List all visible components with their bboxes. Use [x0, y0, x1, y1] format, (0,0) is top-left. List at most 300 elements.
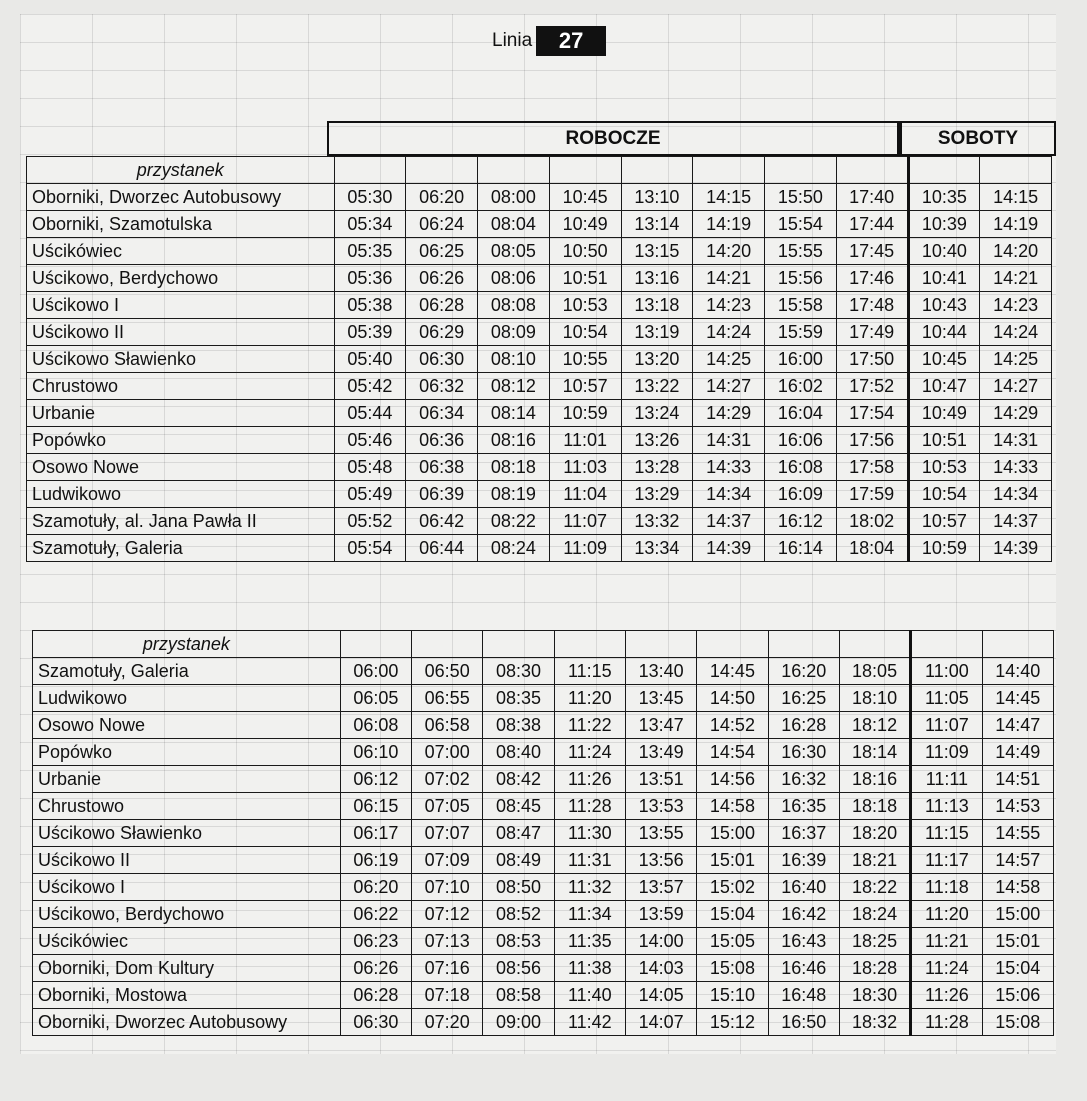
weekday-departure-time: 13:53	[625, 793, 696, 820]
saturday-departure-time: 11:26	[911, 982, 982, 1009]
table-row	[33, 685, 1054, 712]
weekday-departure-time: 16:14	[765, 535, 837, 562]
weekday-departure-time: 06:30	[340, 1009, 411, 1036]
weekday-departure-time: 11:03	[549, 454, 621, 481]
weekday-departure-time: 08:14	[478, 400, 550, 427]
empty-header-cell	[478, 157, 550, 184]
weekday-departure-time: 10:49	[549, 211, 621, 238]
weekday-departure-time: 05:36	[334, 265, 406, 292]
saturday-departure-time: 10:51	[908, 427, 980, 454]
empty-header-cell	[982, 631, 1053, 658]
weekday-departure-time: 13:40	[625, 658, 696, 685]
weekday-departure-time: 18:14	[839, 739, 910, 766]
weekday-departure-time: 14:31	[693, 427, 765, 454]
table-row	[33, 901, 1054, 928]
weekday-departure-time: 13:20	[621, 346, 693, 373]
weekday-departure-time: 13:45	[625, 685, 696, 712]
weekday-departure-time: 06:10	[340, 739, 411, 766]
weekday-departure-time: 18:24	[839, 901, 910, 928]
stop-name: Uścikowo Sławienko	[27, 346, 335, 373]
weekday-departure-time: 05:46	[334, 427, 406, 454]
stop-name: Uścikowo I	[33, 874, 341, 901]
table-row	[33, 847, 1054, 874]
weekday-departure-time: 06:55	[412, 685, 483, 712]
weekday-departure-time: 16:48	[768, 982, 839, 1009]
timetable-outbound	[26, 156, 1052, 562]
weekday-departure-time: 16:30	[768, 739, 839, 766]
weekday-departure-time: 11:09	[549, 535, 621, 562]
weekday-departure-time: 08:09	[478, 319, 550, 346]
saturday-departure-time: 14:21	[980, 265, 1052, 292]
weekday-departure-time: 07:20	[412, 1009, 483, 1036]
empty-header-cell	[340, 631, 411, 658]
saturday-departure-time: 10:59	[908, 535, 980, 562]
weekday-departure-time: 06:24	[406, 211, 478, 238]
weekday-departure-time: 05:48	[334, 454, 406, 481]
stop-name: Uścikówiec	[33, 928, 341, 955]
saturday-departure-time: 10:57	[908, 508, 980, 535]
saturday-departure-time: 14:49	[982, 739, 1053, 766]
weekday-departure-time: 14:39	[693, 535, 765, 562]
weekday-departure-time: 07:00	[412, 739, 483, 766]
weekday-departure-time: 06:30	[406, 346, 478, 373]
weekday-departure-time: 08:04	[478, 211, 550, 238]
weekday-departure-time: 15:04	[697, 901, 768, 928]
weekday-departure-time: 14:56	[697, 766, 768, 793]
table-row	[33, 982, 1054, 1009]
stop-name: Oborniki, Dworzec Autobusowy	[27, 184, 335, 211]
weekday-departure-time: 08:08	[478, 292, 550, 319]
saturday-departure-time: 15:06	[982, 982, 1053, 1009]
weekday-departure-time: 14:20	[693, 238, 765, 265]
saturday-departure-time: 14:55	[982, 820, 1053, 847]
weekday-departure-time: 06:28	[406, 292, 478, 319]
weekday-departure-time: 08:52	[483, 901, 554, 928]
weekday-departure-time: 15:54	[765, 211, 837, 238]
empty-header-cell	[693, 157, 765, 184]
weekday-departure-time: 14:54	[697, 739, 768, 766]
table-row	[27, 292, 1052, 319]
saturday-departure-time: 14:27	[980, 373, 1052, 400]
empty-header-cell	[334, 157, 406, 184]
saturday-departure-time: 11:11	[911, 766, 982, 793]
weekday-departure-time: 15:55	[765, 238, 837, 265]
weekday-departure-time: 16:04	[765, 400, 837, 427]
weekday-departure-time: 08:49	[483, 847, 554, 874]
empty-header-cell	[911, 631, 982, 658]
weekday-departure-time: 08:45	[483, 793, 554, 820]
saturday-departure-time: 10:41	[908, 265, 980, 292]
weekday-departure-time: 14:03	[625, 955, 696, 982]
weekday-departure-time: 05:35	[334, 238, 406, 265]
weekday-departure-time: 08:56	[483, 955, 554, 982]
table-row	[33, 1009, 1054, 1036]
saturday-departure-time: 15:04	[982, 955, 1053, 982]
weekday-departure-time: 11:32	[554, 874, 625, 901]
weekday-group-header: ROBOCZE	[327, 121, 899, 156]
saturday-departure-time: 10:53	[908, 454, 980, 481]
weekday-departure-time: 06:08	[340, 712, 411, 739]
stop-name: Uścikówiec	[27, 238, 335, 265]
saturday-departure-time: 11:09	[911, 739, 982, 766]
weekday-departure-time: 11:42	[554, 1009, 625, 1036]
saturday-departure-time: 15:08	[982, 1009, 1053, 1036]
weekday-departure-time: 05:52	[334, 508, 406, 535]
saturday-departure-time: 11:07	[911, 712, 982, 739]
table-row	[33, 712, 1054, 739]
weekday-departure-time: 15:10	[697, 982, 768, 1009]
line-number-badge: 27	[536, 26, 606, 56]
weekday-departure-time: 05:30	[334, 184, 406, 211]
empty-header-cell	[908, 157, 980, 184]
weekday-departure-time: 10:53	[549, 292, 621, 319]
empty-header-cell	[554, 631, 625, 658]
weekday-departure-time: 06:28	[340, 982, 411, 1009]
stop-column-header: przystanek	[33, 631, 341, 658]
saturday-departure-time: 11:05	[911, 685, 982, 712]
saturday-departure-time: 14:31	[980, 427, 1052, 454]
weekday-departure-time: 06:36	[406, 427, 478, 454]
table-row	[33, 874, 1054, 901]
table-row	[27, 454, 1052, 481]
saturday-departure-time: 10:44	[908, 319, 980, 346]
weekday-departure-time: 13:56	[625, 847, 696, 874]
table-row	[33, 793, 1054, 820]
weekday-departure-time: 06:26	[406, 265, 478, 292]
weekday-departure-time: 15:59	[765, 319, 837, 346]
saturday-departure-time: 14:25	[980, 346, 1052, 373]
weekday-departure-time: 06:19	[340, 847, 411, 874]
table-row	[27, 400, 1052, 427]
weekday-departure-time: 06:44	[406, 535, 478, 562]
weekday-departure-time: 16:43	[768, 928, 839, 955]
stop-name: Chrustowo	[27, 373, 335, 400]
table-row	[33, 928, 1054, 955]
weekday-departure-time: 07:05	[412, 793, 483, 820]
weekday-departure-time: 10:57	[549, 373, 621, 400]
weekday-departure-time: 06:58	[412, 712, 483, 739]
weekday-departure-time: 14:33	[693, 454, 765, 481]
stop-name: Uścikowo II	[27, 319, 335, 346]
weekday-departure-time: 08:22	[478, 508, 550, 535]
saturday-departure-time: 11:17	[911, 847, 982, 874]
weekday-departure-time: 13:18	[621, 292, 693, 319]
saturday-group-header: SOBOTY	[899, 121, 1056, 156]
weekday-departure-time: 14:58	[697, 793, 768, 820]
line-label: Linia	[492, 30, 533, 51]
timetable-return	[32, 630, 1054, 1036]
weekday-departure-time: 06:05	[340, 685, 411, 712]
weekday-departure-time: 08:12	[478, 373, 550, 400]
table-row	[27, 346, 1052, 373]
stop-name: Ludwikowo	[33, 685, 341, 712]
saturday-departure-time: 10:35	[908, 184, 980, 211]
weekday-departure-time: 08:35	[483, 685, 554, 712]
weekday-departure-time: 06:20	[406, 184, 478, 211]
weekday-departure-time: 06:17	[340, 820, 411, 847]
weekday-departure-time: 17:46	[836, 265, 908, 292]
weekday-departure-time: 17:49	[836, 319, 908, 346]
saturday-departure-time: 11:28	[911, 1009, 982, 1036]
weekday-departure-time: 07:10	[412, 874, 483, 901]
empty-header-cell	[768, 631, 839, 658]
weekday-departure-time: 16:08	[765, 454, 837, 481]
weekday-departure-time: 08:00	[478, 184, 550, 211]
weekday-departure-time: 15:05	[697, 928, 768, 955]
weekday-departure-time: 15:50	[765, 184, 837, 211]
weekday-departure-time: 13:26	[621, 427, 693, 454]
stop-name: Oborniki, Szamotulska	[27, 211, 335, 238]
weekday-departure-time: 18:12	[839, 712, 910, 739]
weekday-departure-time: 14:07	[625, 1009, 696, 1036]
saturday-departure-time: 15:00	[982, 901, 1053, 928]
saturday-departure-time: 14:47	[982, 712, 1053, 739]
weekday-departure-time: 17:48	[836, 292, 908, 319]
weekday-departure-time: 06:00	[340, 658, 411, 685]
weekday-departure-time: 08:10	[478, 346, 550, 373]
table-row	[33, 955, 1054, 982]
saturday-departure-time: 14:39	[980, 535, 1052, 562]
weekday-departure-time: 11:35	[554, 928, 625, 955]
table-row	[27, 373, 1052, 400]
weekday-departure-time: 18:30	[839, 982, 910, 1009]
weekday-departure-time: 08:24	[478, 535, 550, 562]
weekday-departure-time: 06:22	[340, 901, 411, 928]
weekday-departure-time: 14:45	[697, 658, 768, 685]
table-row	[27, 535, 1052, 562]
weekday-departure-time: 14:21	[693, 265, 765, 292]
weekday-departure-time: 11:30	[554, 820, 625, 847]
weekday-departure-time: 10:45	[549, 184, 621, 211]
saturday-departure-time: 10:45	[908, 346, 980, 373]
weekday-departure-time: 11:04	[549, 481, 621, 508]
stop-name: Popówko	[27, 427, 335, 454]
weekday-departure-time: 11:15	[554, 658, 625, 685]
weekday-departure-time: 07:18	[412, 982, 483, 1009]
weekday-departure-time: 14:25	[693, 346, 765, 373]
stop-name: Szamotuły, al. Jana Pawła II	[27, 508, 335, 535]
weekday-departure-time: 16:00	[765, 346, 837, 373]
weekday-departure-time: 14:52	[697, 712, 768, 739]
weekday-departure-time: 13:28	[621, 454, 693, 481]
weekday-departure-time: 14:05	[625, 982, 696, 1009]
weekday-departure-time: 07:13	[412, 928, 483, 955]
weekday-departure-time: 11:20	[554, 685, 625, 712]
weekday-departure-time: 16:42	[768, 901, 839, 928]
empty-header-cell	[549, 157, 621, 184]
weekday-departure-time: 06:26	[340, 955, 411, 982]
weekday-departure-time: 14:19	[693, 211, 765, 238]
weekday-departure-time: 18:10	[839, 685, 910, 712]
saturday-departure-time: 10:54	[908, 481, 980, 508]
stop-name: Uścikowo, Berdychowo	[33, 901, 341, 928]
empty-header-cell	[621, 157, 693, 184]
weekday-departure-time: 13:15	[621, 238, 693, 265]
weekday-departure-time: 06:20	[340, 874, 411, 901]
weekday-departure-time: 08:19	[478, 481, 550, 508]
weekday-departure-time: 18:04	[836, 535, 908, 562]
weekday-departure-time: 10:59	[549, 400, 621, 427]
weekday-departure-time: 06:42	[406, 508, 478, 535]
weekday-departure-time: 05:54	[334, 535, 406, 562]
weekday-departure-time: 17:52	[836, 373, 908, 400]
stop-name: Uścikowo, Berdychowo	[27, 265, 335, 292]
weekday-departure-time: 15:56	[765, 265, 837, 292]
weekday-departure-time: 05:39	[334, 319, 406, 346]
saturday-departure-time: 11:15	[911, 820, 982, 847]
stop-name: Osowo Nowe	[33, 712, 341, 739]
saturday-departure-time: 14:20	[980, 238, 1052, 265]
weekday-departure-time: 13:24	[621, 400, 693, 427]
saturday-departure-time: 14:40	[982, 658, 1053, 685]
weekday-departure-time: 07:07	[412, 820, 483, 847]
weekday-departure-time: 16:40	[768, 874, 839, 901]
weekday-departure-time: 07:16	[412, 955, 483, 982]
stop-name: Oborniki, Mostowa	[33, 982, 341, 1009]
weekday-departure-time: 15:00	[697, 820, 768, 847]
empty-header-cell	[697, 631, 768, 658]
weekday-departure-time: 18:18	[839, 793, 910, 820]
table-row	[27, 184, 1052, 211]
weekday-departure-time: 13:22	[621, 373, 693, 400]
weekday-departure-time: 13:10	[621, 184, 693, 211]
weekday-departure-time: 15:01	[697, 847, 768, 874]
stop-name: Chrustowo	[33, 793, 341, 820]
weekday-departure-time: 13:34	[621, 535, 693, 562]
weekday-departure-time: 14:24	[693, 319, 765, 346]
weekday-departure-time: 06:25	[406, 238, 478, 265]
weekday-departure-time: 11:38	[554, 955, 625, 982]
saturday-departure-time: 14:58	[982, 874, 1053, 901]
weekday-departure-time: 06:12	[340, 766, 411, 793]
weekday-departure-time: 15:08	[697, 955, 768, 982]
stop-column-header: przystanek	[27, 157, 335, 184]
weekday-departure-time: 11:31	[554, 847, 625, 874]
stop-name: Popówko	[33, 739, 341, 766]
empty-header-cell	[836, 157, 908, 184]
saturday-departure-time: 14:57	[982, 847, 1053, 874]
weekday-departure-time: 17:54	[836, 400, 908, 427]
saturday-departure-time: 14:37	[980, 508, 1052, 535]
weekday-departure-time: 16:37	[768, 820, 839, 847]
weekday-departure-time: 08:30	[483, 658, 554, 685]
weekday-departure-time: 16:50	[768, 1009, 839, 1036]
weekday-departure-time: 14:29	[693, 400, 765, 427]
table-row	[27, 211, 1052, 238]
weekday-departure-time: 06:50	[412, 658, 483, 685]
weekday-departure-time: 17:44	[836, 211, 908, 238]
weekday-departure-time: 11:01	[549, 427, 621, 454]
table-row	[33, 766, 1054, 793]
weekday-departure-time: 11:26	[554, 766, 625, 793]
weekday-departure-time: 18:22	[839, 874, 910, 901]
weekday-departure-time: 08:06	[478, 265, 550, 292]
weekday-departure-time: 14:50	[697, 685, 768, 712]
saturday-departure-time: 14:23	[980, 292, 1052, 319]
saturday-departure-time: 14:15	[980, 184, 1052, 211]
saturday-departure-time: 15:01	[982, 928, 1053, 955]
weekday-departure-time: 17:56	[836, 427, 908, 454]
saturday-departure-time: 14:34	[980, 481, 1052, 508]
saturday-departure-time: 14:29	[980, 400, 1052, 427]
weekday-departure-time: 05:34	[334, 211, 406, 238]
weekday-departure-time: 16:06	[765, 427, 837, 454]
weekday-departure-time: 10:51	[549, 265, 621, 292]
weekday-departure-time: 09:00	[483, 1009, 554, 1036]
weekday-departure-time: 16:32	[768, 766, 839, 793]
weekday-departure-time: 08:40	[483, 739, 554, 766]
weekday-departure-time: 14:27	[693, 373, 765, 400]
weekday-departure-time: 18:28	[839, 955, 910, 982]
weekday-departure-time: 06:23	[340, 928, 411, 955]
weekday-departure-time: 06:39	[406, 481, 478, 508]
weekday-departure-time: 13:57	[625, 874, 696, 901]
weekday-departure-time: 17:58	[836, 454, 908, 481]
stop-name: Osowo Nowe	[27, 454, 335, 481]
weekday-departure-time: 08:47	[483, 820, 554, 847]
saturday-departure-time: 14:51	[982, 766, 1053, 793]
weekday-departure-time: 05:49	[334, 481, 406, 508]
empty-header-cell	[839, 631, 910, 658]
weekday-departure-time: 14:15	[693, 184, 765, 211]
weekday-departure-time: 15:02	[697, 874, 768, 901]
saturday-departure-time: 11:20	[911, 901, 982, 928]
saturday-departure-time: 14:33	[980, 454, 1052, 481]
weekday-departure-time: 17:50	[836, 346, 908, 373]
weekday-departure-time: 16:20	[768, 658, 839, 685]
empty-header-cell	[406, 157, 478, 184]
weekday-departure-time: 11:22	[554, 712, 625, 739]
weekday-departure-time: 16:28	[768, 712, 839, 739]
stop-name: Uścikowo I	[27, 292, 335, 319]
weekday-departure-time: 07:02	[412, 766, 483, 793]
weekday-departure-time: 06:15	[340, 793, 411, 820]
weekday-departure-time: 08:38	[483, 712, 554, 739]
stop-name: Uścikowo Sławienko	[33, 820, 341, 847]
weekday-departure-time: 18:25	[839, 928, 910, 955]
stop-name: Urbanie	[27, 400, 335, 427]
weekday-departure-time: 13:59	[625, 901, 696, 928]
weekday-departure-time: 06:32	[406, 373, 478, 400]
stop-name: Ludwikowo	[27, 481, 335, 508]
weekday-departure-time: 13:51	[625, 766, 696, 793]
weekday-departure-time: 18:20	[839, 820, 910, 847]
weekday-departure-time: 13:32	[621, 508, 693, 535]
weekday-departure-time: 10:50	[549, 238, 621, 265]
weekday-departure-time: 16:46	[768, 955, 839, 982]
weekday-departure-time: 13:55	[625, 820, 696, 847]
stop-name: Uścikowo II	[33, 847, 341, 874]
header-row	[27, 157, 1052, 184]
weekday-departure-time: 11:34	[554, 901, 625, 928]
weekday-departure-time: 14:34	[693, 481, 765, 508]
weekday-departure-time: 17:40	[836, 184, 908, 211]
table-row	[33, 739, 1054, 766]
weekday-departure-time: 15:12	[697, 1009, 768, 1036]
saturday-departure-time: 11:21	[911, 928, 982, 955]
saturday-departure-time: 10:39	[908, 211, 980, 238]
weekday-departure-time: 08:05	[478, 238, 550, 265]
table-row	[27, 265, 1052, 292]
weekday-departure-time: 14:23	[693, 292, 765, 319]
weekday-departure-time: 16:12	[765, 508, 837, 535]
weekday-departure-time: 06:38	[406, 454, 478, 481]
saturday-departure-time: 10:40	[908, 238, 980, 265]
weekday-departure-time: 16:39	[768, 847, 839, 874]
header-row	[33, 631, 1054, 658]
table-row	[33, 820, 1054, 847]
weekday-departure-time: 08:53	[483, 928, 554, 955]
